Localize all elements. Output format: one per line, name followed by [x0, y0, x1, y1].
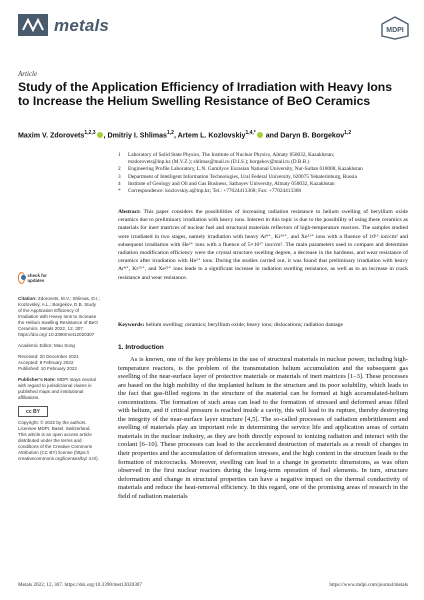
footer-journal-link[interactable]: https://www.mdpi.com/journal/metals [329, 582, 408, 588]
author-name[interactable]: Maxim V. Zdorovets [18, 131, 85, 140]
author-name[interactable]: Artem L. Kozlovskiy [177, 131, 246, 140]
cc-license-icon[interactable]: cc BY [18, 406, 48, 417]
orcid-icon[interactable] [257, 132, 263, 138]
affiliations: 1 Laboratory of Solid State Physics, The Institute of Nuclear Physics, Almaty 050032, Kazakhstan; mzdorovets@inp.kz (M.V.Z.); shlimas@mail.ru (D.I.S.); borgekov@mail.ru (D.B.B.) 2 Engineering Profile Laboratory, L.N. Gumilyov Eurasian National University, Nur-Sultan 010008, Kazakhstan 3 Department of Intelligent Information Technologies, Ural Federal University, 620075 Yekaterinburg, Russia 4 Institute of Geology and Oil and Gas Business, Satbayev University, Almaty 050032, Kazakhstan * Correspondence: kozlovskiy.a@inp.kz; Tel.: +77024413368; Fax: +77024413368 [118, 152, 363, 195]
svg-text:MDPI: MDPI [386, 27, 404, 34]
section-heading: 1. Introduction [118, 344, 164, 351]
check-updates-icon [18, 272, 25, 284]
author-name[interactable]: Dmitriy I. Shlimas [107, 131, 167, 140]
keywords [118, 321, 408, 329]
publisher-note: Publisher’s Note: MDPI stays neutral with regard to jurisdictional claims in published maps and institutional affiliations. [18, 377, 96, 400]
journal-logo-icon [18, 14, 48, 36]
check-updates-button[interactable]: check for updates [18, 266, 48, 290]
footer-citation[interactable]: Metals 2022, 12, 307. https://doi.org/10.3390/met12020307 [18, 582, 142, 588]
author-list: Maxim V. Zdorovets$^{1,2,3}$ , Dmitriy I. Shlimas$^{1,2}$, Artem L. Kozlovskiy$^{1,4,*}$ and Daryn B. Borgekov$^{1,2}$ [18, 130, 352, 140]
page-footer [18, 582, 408, 588]
academic-editor: Academic Editor: Mao Song [18, 343, 75, 348]
keywords-label: Keywords: [118, 322, 145, 328]
author-name[interactable]: Daryn B. Borgekov [280, 131, 345, 140]
journal-name[interactable]: metals [54, 16, 110, 35]
copyright: Copyright: © 2022 by the authors. Licensee MDPI, Basel, Switzerland. This article is an open access article distributed under the terms and conditions of the Creative Commons Attribution (CC BY) license (https:// creativecommons.org/licenses/by/ 4.0/). [18, 420, 99, 461]
abstract-text: This paper considers the possibilities of increasing radiation resistance to helium swelling of beryllium oxide ceramics due to preliminary irradiation with heavy ions. Interest in this topic is due to the possibility of using these ceramics as materials for inert matrices of nuclear fuel and structural materials reflectors of high-temperature reactors. The samples studied were irradiated in two stages, namely irradiation with heavy Ar⁸⁺, Kr¹⁵⁺, and Xe²²⁺ ions with a fluence of 10¹³ ion/cm² and subsequent irradiation with He²⁺ ions with a fluence of 5×10¹⁷ ion/cm². The main parameters used to compare and determine radiation modification efficiency were the crystal structure swelling degree, a decrease in the hardness, and wear resistance of ceramics after irradiation with He²⁺ ions. During the studies carried out, it was found that preliminary irradiation with heavy Ar⁸⁺, Kr¹⁵⁺, and Xe²²⁺ ions leads to a significant increase in radiation swelling resistance, as well as to an increase in crack resistance and wear resistance. [118, 209, 408, 281]
abstract [118, 208, 408, 282]
article-type: Article [18, 70, 38, 78]
orcid-icon[interactable] [97, 132, 103, 138]
keywords-text: helium swelling; ceramics; beryllium oxide; heavy ions; dislocations; radiation damage [145, 322, 343, 328]
journal-header [18, 10, 410, 50]
mdpi-logo-icon[interactable] [380, 16, 410, 40]
publication-dates: Received: 20 December 2021 Accepted: 8 February 2022 Published: 10 February 2022 [18, 354, 79, 371]
introduction-text: As is known, one of the key problems in the use of structural materials in nuclear power, including high-temperature reactors, is the problem of the transmutation helium accumulation and the subsequent gas swelling of the near-surface layer of protective materials or materials of inert matrices [1–3]. These processes are based on the high mobility of the implanted helium in the structure and its poor solubility, which leads to the fact that gas-filled regions in the structure of the material can be formed at high accumulated-helium concentrations. The formation of such areas can lead to the formation of stressed and deformed areas filled with helium, and if critical pressure is reached inside a cavity, this will lead to its rupture, thereby destroying the integrity of the near-surface layer structure [4,5]. The so-called processes of radiation embrittlement and swelling of materials play an important role in determining the service life and application areas of certain materials in the nuclear industry, as they are both directly exposed to ionizing radiation and interact with the coolant [6–10]. These processes can lead to the accelerated destruction of materials as a result of changes in their properties and the accumulation of deformation stresses, and the high content in the structure leads to the formation of microcracks. Moreover, swelling can lead to a change in geometric dimensions, as was often observed in the first nuclear reactors during the long-term operation of fuel elements. In turn, structure deformation and change in structural properties can have a negative impact on the thermal conductivity of materials and reduce the heat-removal efficiency. In this regard, one of the promising areas of research in the field of radiation materials [118, 356, 408, 500]
citation: Citation: Zdorovets, M.V.; Shlimas, D.I.; Kozlovskiy, A.L.; Borgekov, D.B. Study of the Application Efficiency of Irradiation with Heavy Ions to Increase the Helium Swelling Resistance of BeO Ceramics. Metals 2022, 12, 307. https://doi.org/ 10.3390/met12020307 [18, 296, 100, 337]
article-sidebar [18, 266, 100, 467]
abstract-label: Abstract: [118, 209, 141, 215]
paper-title: Study of the Application Efficiency of Irradiation with Heavy Ions to Increase the Helium Swelling Resistance of BeO Ceramics [18, 80, 393, 109]
